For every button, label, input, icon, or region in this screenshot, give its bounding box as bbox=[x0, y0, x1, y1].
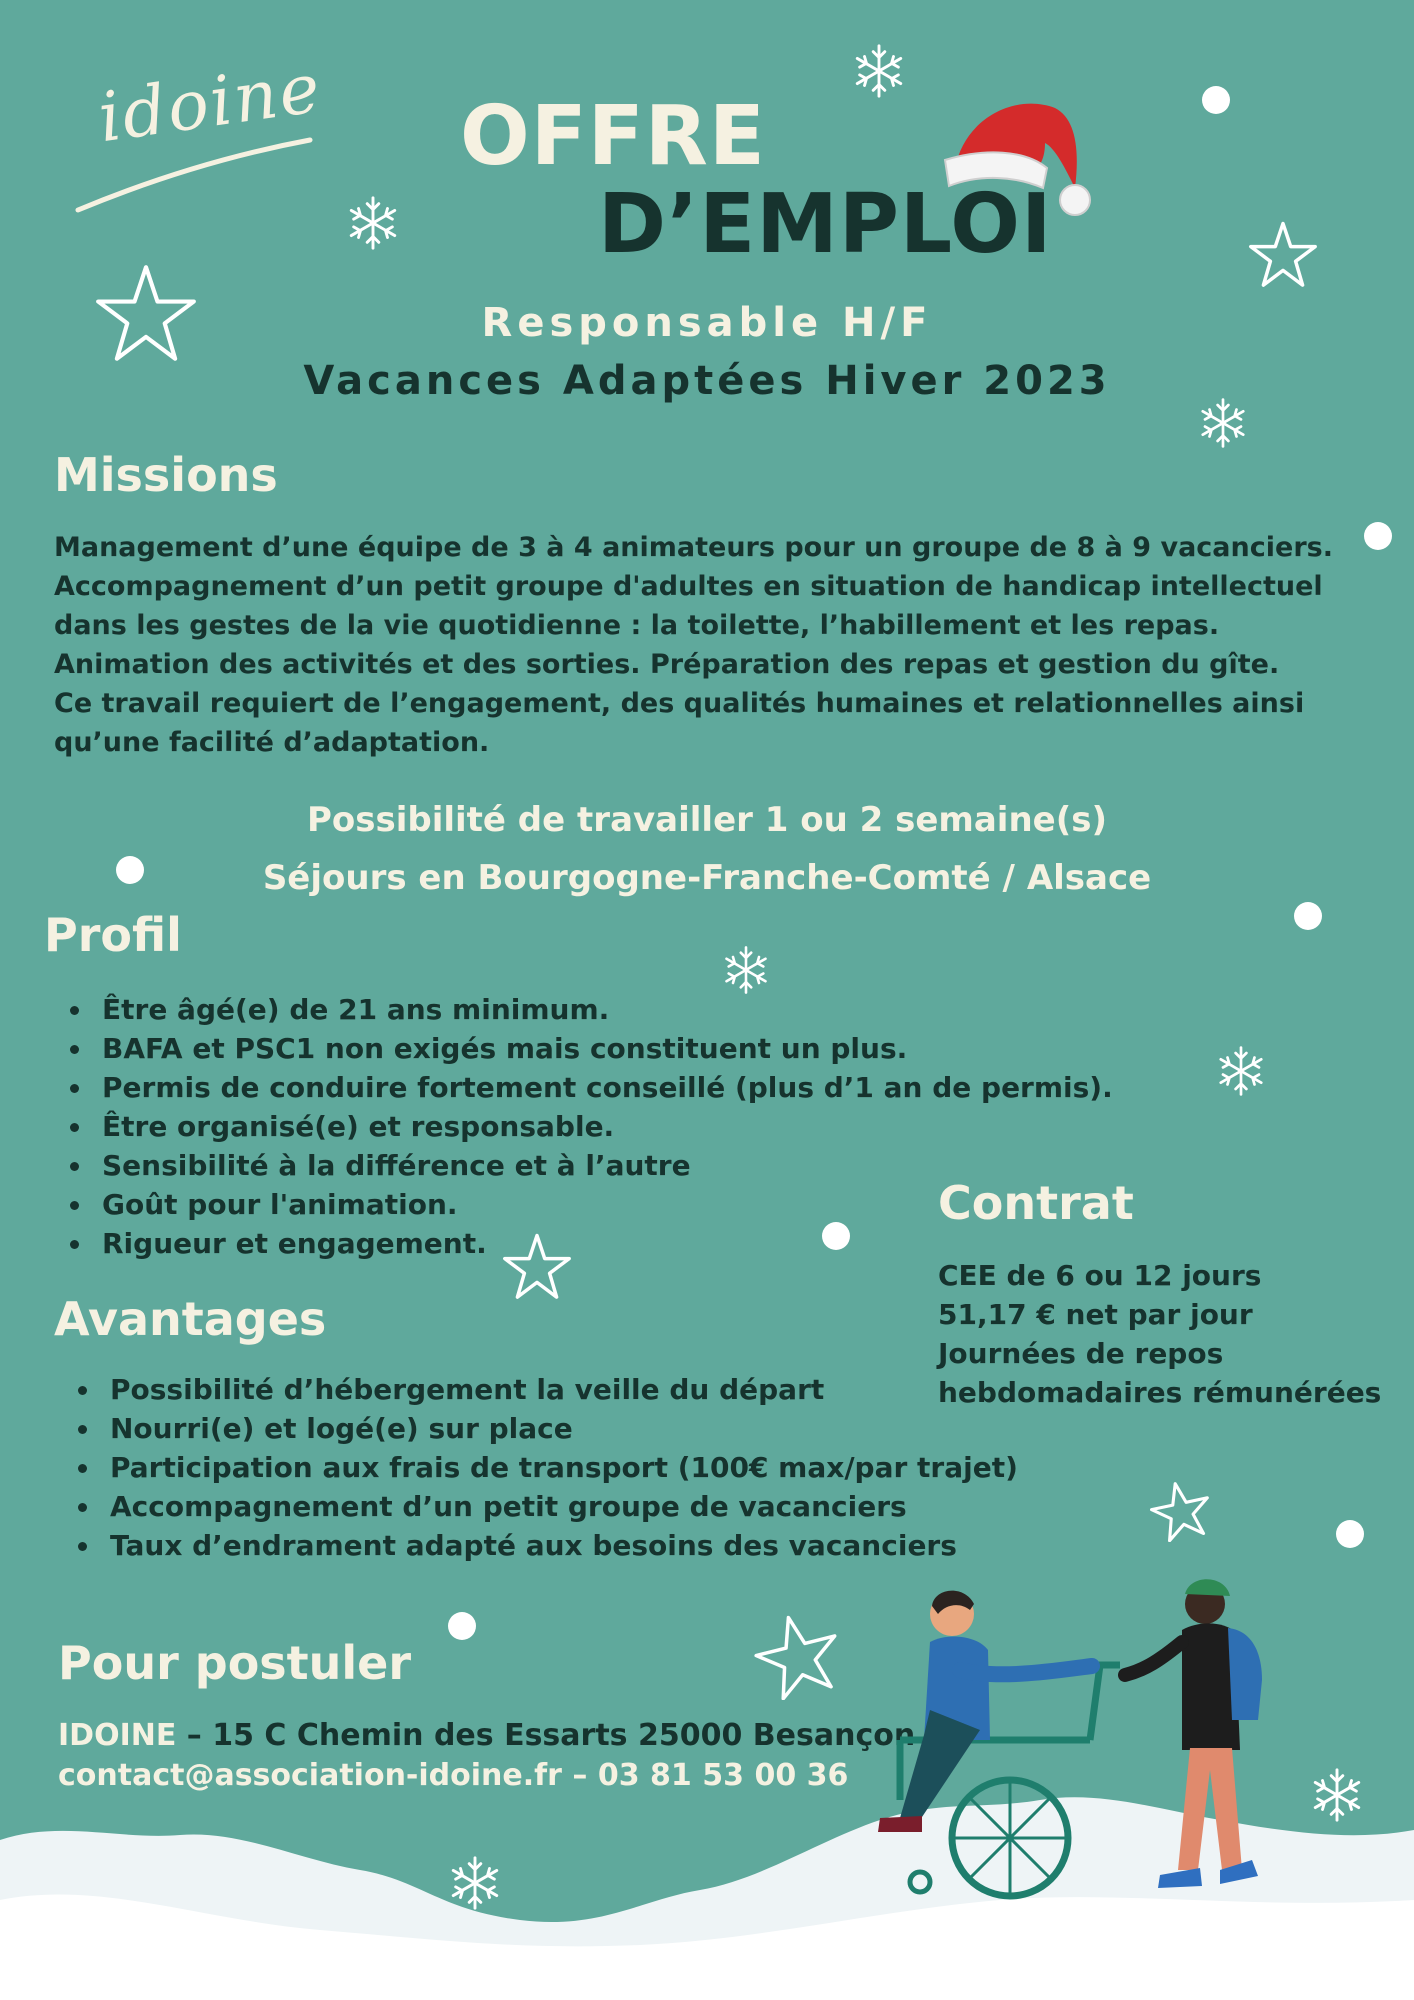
list-item: Permis de conduire fortement conseillé (plus d’1 an de permis). bbox=[56, 1068, 1113, 1107]
missions-line: Animation des activités et des sorties. Préparation des repas et gestion du gîte. bbox=[54, 649, 1280, 680]
missions-line: Accompagnement d’un petit groupe d'adultes en situation de handicap intellectuel bbox=[54, 571, 1323, 602]
list-item: Goût pour l'animation. bbox=[56, 1185, 1113, 1224]
snow-dot bbox=[116, 856, 144, 884]
santa-hat-icon bbox=[935, 88, 1095, 228]
list-item: Taux d’endrament adapté aux besoins des vacanciers bbox=[64, 1526, 1018, 1565]
contact-line[interactable]: contact@association-idoine.fr – 03 81 53 00 36 bbox=[58, 1758, 849, 1793]
list-item: Être âgé(e) de 21 ans minimum. bbox=[56, 990, 1113, 1029]
snowflake-icon bbox=[1214, 1044, 1268, 1098]
title-offre: OFFRE bbox=[460, 89, 766, 184]
possibility-line: Possibilité de travailler 1 ou 2 semaine(s) bbox=[306, 800, 1108, 840]
sejours-line: Séjours en Bourgogne-Franche-Comté / Alsace bbox=[262, 858, 1152, 898]
postuler-heading: Pour postuler bbox=[58, 1636, 412, 1690]
snowflake-icon bbox=[344, 194, 402, 252]
snow-dot bbox=[1364, 522, 1392, 550]
snow-dot bbox=[822, 1222, 850, 1250]
title-emploi: D’EMPLOI bbox=[598, 177, 1053, 272]
contrat-line: 51,17 € net par jour bbox=[938, 1298, 1253, 1331]
avantages-list bbox=[64, 1370, 1018, 1565]
missions-line: dans les gestes de la vie quotidienne : la toilette, l’habillement et les repas. bbox=[54, 610, 1220, 641]
job-title-line1: Responsable H/F bbox=[481, 300, 933, 346]
address: – 15 C Chemin des Essarts 25000 Besançon bbox=[176, 1718, 916, 1753]
snow-dot bbox=[448, 1612, 476, 1640]
list-item: Rigueur et engagement. bbox=[56, 1224, 1113, 1263]
snowflake-icon bbox=[720, 944, 772, 996]
contrat-heading: Contrat bbox=[938, 1176, 1134, 1230]
postuler-text bbox=[58, 1716, 915, 1796]
star-icon bbox=[754, 1612, 842, 1700]
snowflake-icon bbox=[850, 42, 908, 100]
job-title-line2: Vacances Adaptées Hiver 2023 bbox=[303, 358, 1111, 404]
star-icon bbox=[1248, 220, 1318, 290]
list-item: Être organisé(e) et responsable. bbox=[56, 1107, 1113, 1146]
missions-text bbox=[54, 528, 1374, 762]
list-item: Nourri(e) et logé(e) sur place bbox=[64, 1409, 1018, 1448]
logo-swoosh bbox=[70, 130, 320, 220]
snowflake-icon bbox=[1308, 1766, 1366, 1824]
org-name: IDOINE bbox=[58, 1718, 177, 1753]
contrat-line: hebdomadaires rémunérées bbox=[938, 1376, 1382, 1409]
snowflake-icon bbox=[1196, 396, 1250, 450]
contrat-line: Journées de repos bbox=[938, 1337, 1224, 1370]
address-line bbox=[58, 1716, 915, 1756]
list-item: Participation aux frais de transport (100€ max/par trajet) bbox=[64, 1448, 1018, 1487]
list-item: Accompagnement d’un petit groupe de vacanciers bbox=[64, 1487, 1018, 1526]
people-illustration bbox=[860, 1570, 1280, 1930]
missions-heading: Missions bbox=[54, 448, 278, 502]
missions-line: Management d’une équipe de 3 à 4 animateurs pour un groupe de 8 à 9 vacanciers. bbox=[54, 532, 1333, 563]
snow-dot bbox=[1336, 1520, 1364, 1548]
snow-dot bbox=[1294, 902, 1322, 930]
snowflake-icon bbox=[446, 1854, 504, 1912]
star-icon bbox=[94, 262, 198, 366]
snow-dot bbox=[1202, 86, 1230, 114]
profil-heading: Profil bbox=[44, 908, 182, 962]
idoine-logo: idoine bbox=[93, 48, 327, 159]
list-item: BAFA et PSC1 non exigés mais constituent un plus. bbox=[56, 1029, 1113, 1068]
avantages-heading: Avantages bbox=[54, 1292, 327, 1346]
missions-line: Ce travail requiert de l’engagement, des qualités humaines et relationnelles ainsi bbox=[54, 688, 1305, 719]
list-item: Sensibilité à la différence et à l’autre bbox=[56, 1146, 1113, 1185]
star-icon bbox=[1150, 1480, 1212, 1542]
contrat-line: CEE de 6 ou 12 jours bbox=[938, 1259, 1262, 1292]
list-item: Possibilité d’hébergement la veille du départ bbox=[64, 1370, 1018, 1409]
star-icon bbox=[502, 1232, 572, 1302]
missions-line: qu’une facilité d’adaptation. bbox=[54, 727, 490, 758]
